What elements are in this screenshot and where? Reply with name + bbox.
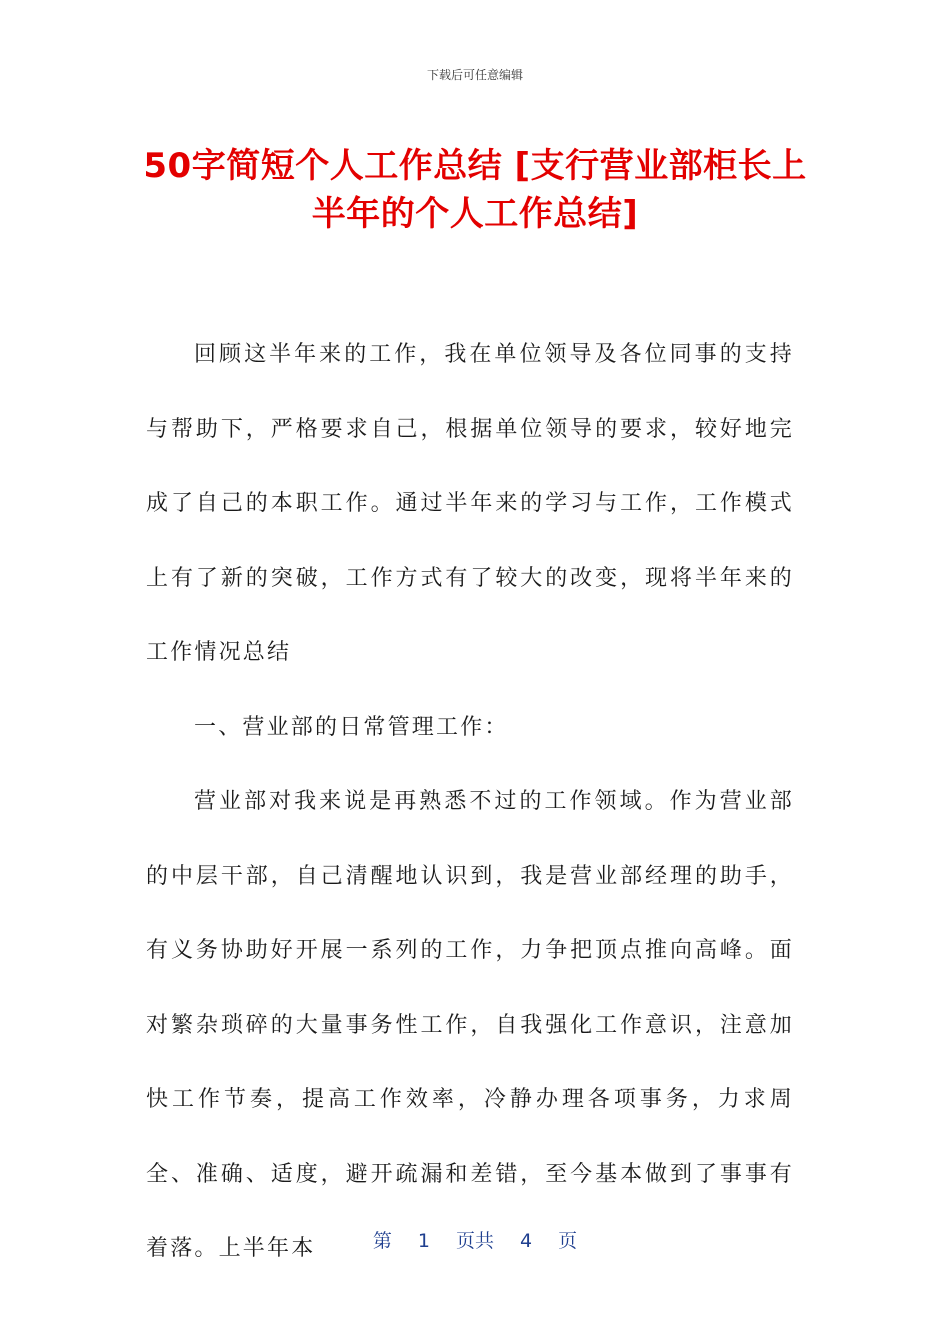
paragraph-intro: 回顾这半年来的工作，我在单位领导及各位同事的支持与帮助下，严格要求自己，根据单位领导的要求，较好地完成了自己的本职工作。通过半年来的学习与工作，工作模式上有了新的突破，工作方式有了较大的改变，现将半年来的工作情况总结 [146,342,794,665]
paragraph-section-body: 营业部对我来说是再熟悉不过的工作领域。作为营业部的中层干部，自己清醒地认识到，我是营业部经理的助手，有义务协助好开展一系列的工作，力争把顶点推向高峰。面对繁杂琐碎的大量事务性工作，自我强化工作意识，注意加快工作节奏，提高工作效率，冷静办理各项事务，力求周全、准确、适度，避开疏漏和差错，至今基本做到了事事有着落。上半年本 [146,789,794,1261]
page-footer [0,1226,950,1253]
footer-page-prefix: 第 [372,1230,392,1252]
document-body [146,318,794,1287]
footer-page-middle: 页共 [455,1230,494,1252]
paragraph-section-heading: 一、营业部的日常管理工作： [194,714,509,740]
footer-page-total: 4 [520,1230,533,1252]
footer-page-current: 1 [417,1230,430,1252]
footer-page-suffix: 页 [558,1230,578,1252]
header-note: 下载后可任意编辑 [426,68,523,82]
document-title: 50字简短个人工作总结 [支行营业部柜长上半年的个人工作总结] [143,146,807,234]
